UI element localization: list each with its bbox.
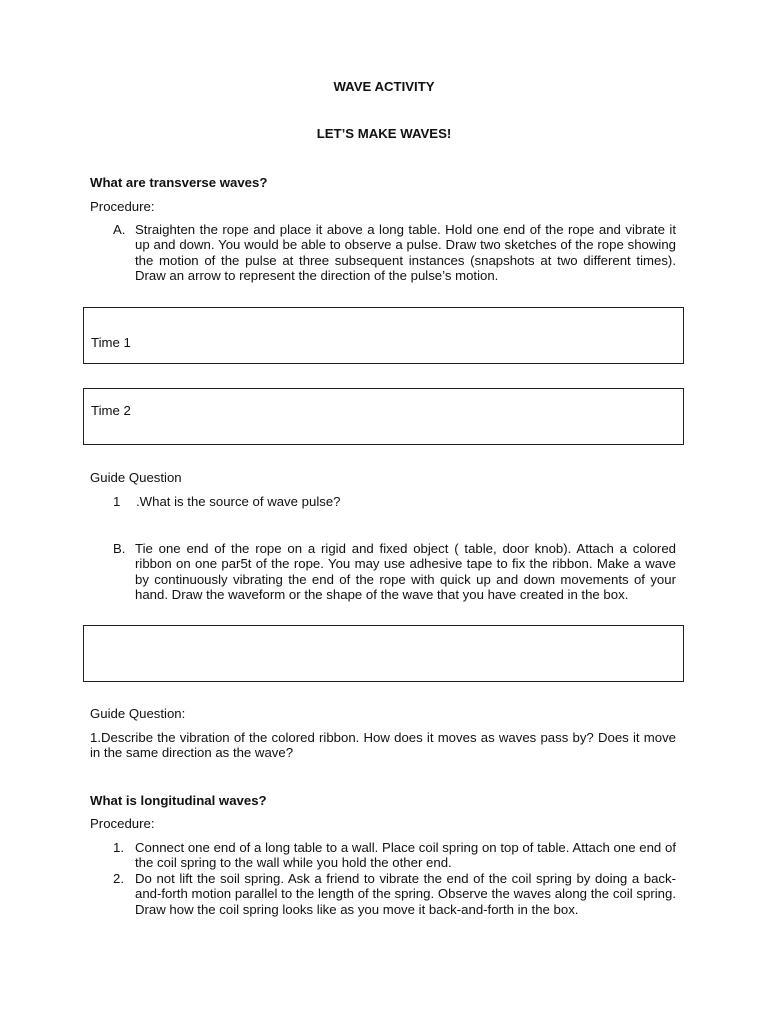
- guide-question-label: Guide Question: [90, 470, 182, 485]
- item-b-text: Tie one end of the rope on a rigid and fixed object ( table, door knob). Attach a colored ribbon on one par5t of the rope. You may use adhesive tape to fix the ribbon. Make a wave by continuously vibrating the end of the rope with quick up and down movements of your hand. Draw the waveform or the shape of the wave that you have created in the box.: [135, 541, 676, 603]
- section-heading-transverse: What are transverse waves?: [90, 175, 268, 190]
- list-item-marker: 2.: [113, 871, 124, 886]
- drawing-box-time-2: [83, 388, 684, 445]
- page-subtitle: LET’S MAKE WAVES!: [316, 126, 452, 141]
- drawing-box-time-1: [83, 307, 684, 364]
- item-a-marker: A.: [113, 222, 126, 237]
- section-heading-longitudinal: What is longitudinal waves?: [90, 793, 267, 808]
- item-b-marker: B.: [113, 541, 126, 556]
- item-a-text: Straighten the rope and place it above a long table. Hold one end of the rope and vibrate it up and down. You would be able to observe a pulse. Draw two sketches of the rope showing the motion of the pulse at three subsequent instances (snapshots at two different times). Draw an arrow to represent the direction of the pulse’s motion.: [135, 222, 676, 284]
- procedure-label-2: Procedure:: [90, 816, 155, 831]
- guide-question-2-label: Guide Question:: [90, 706, 186, 721]
- procedure-label: Procedure:: [90, 199, 155, 214]
- drawing-box-waveform: [83, 625, 684, 682]
- list-item-marker: 1.: [113, 840, 124, 855]
- box-label-time-1: Time 1: [91, 335, 131, 350]
- list-item: Connect one end of a long table to a wall. Place coil spring on top of table. Attach one end of the coil spring to the wall while you hold the other end.: [135, 840, 676, 871]
- box-label-time-2: Time 2: [91, 403, 131, 418]
- guide-question-2-text: 1.Describe the vibration of the colored ribbon. How does it moves as waves pass by? Does it move in the same direction as the wave?: [90, 730, 676, 761]
- guide-question-1-marker: 1: [113, 494, 121, 509]
- list-item: Do not lift the soil spring. Ask a friend to vibrate the end of the coil spring by doing a back-and-forth motion parallel to the length of the spring. Observe the waves along the coil spring. Draw how the coil spring looks like as you move it back-and-forth in the box.: [135, 871, 676, 917]
- page-title: WAVE ACTIVITY: [333, 79, 435, 94]
- guide-question-1-text: .What is the source of wave pulse?: [136, 494, 341, 509]
